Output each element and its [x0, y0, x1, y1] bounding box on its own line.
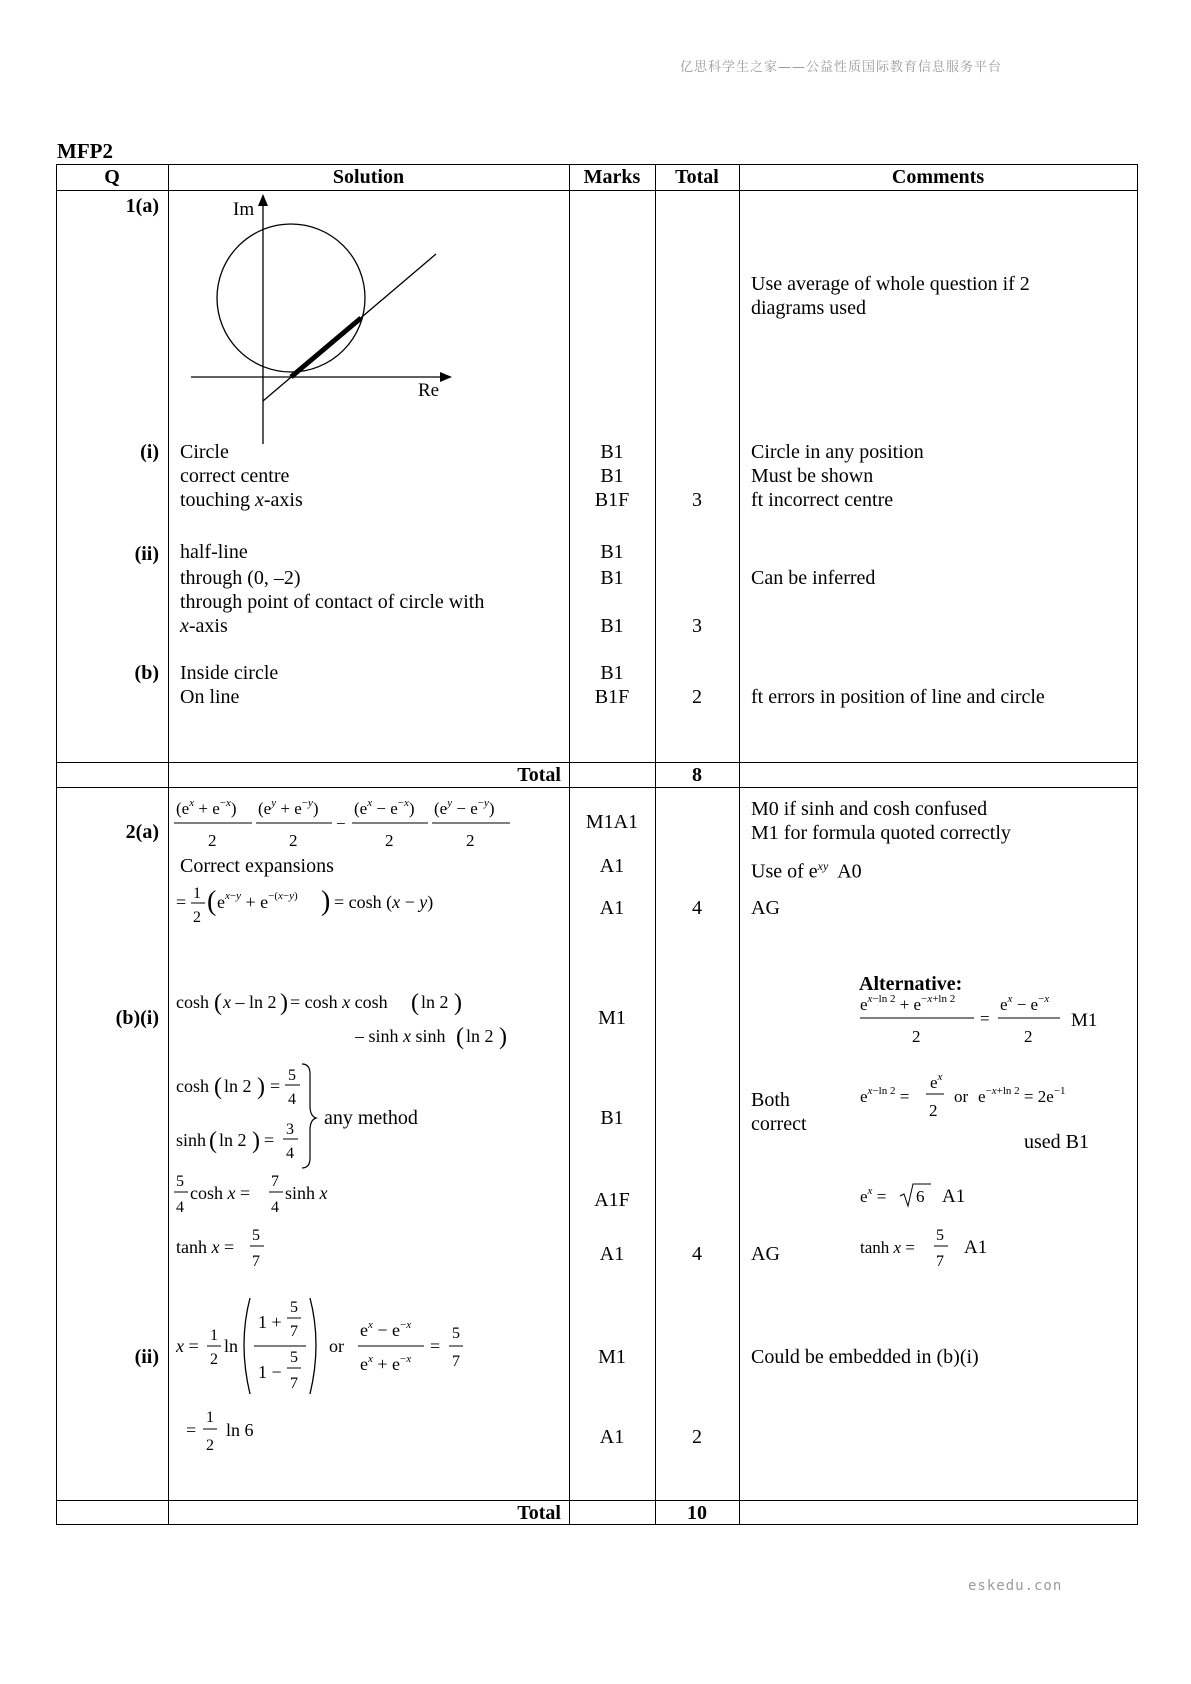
svg-text:5: 5: [936, 1227, 944, 1244]
svg-text:1: 1: [206, 1409, 214, 1426]
svg-text:ex−ln 2 =: $e^{x-ln 2}$ =: [860, 1085, 910, 1106]
svg-text:): ): [280, 990, 288, 1016]
question-number-2a: 2(a): [125, 821, 159, 843]
svg-text:7: 7: [452, 1353, 460, 1370]
mark: B1: [600, 567, 624, 589]
svg-text:7: 7: [252, 1253, 260, 1270]
formula-tanh: [174, 1224, 294, 1274]
comment: Use of $e^{xy}$ A0: [751, 859, 862, 883]
part-total: 2: [692, 686, 702, 708]
svg-text:7: 7: [290, 1323, 298, 1340]
table-rule: [655, 164, 656, 1525]
svg-text:(ey − e−y): $(e^y - e^{-y})$: [434, 797, 495, 818]
svg-text:5: 5: [252, 1227, 260, 1244]
svg-text:e−x+ln 2 = 2e−1: $e^{-x+ln 2} = 2e^{-1}$: [978, 1085, 1066, 1106]
svg-text:4: 4: [176, 1199, 184, 1216]
svg-text:5: 5: [290, 1299, 298, 1316]
svg-text:4: 4: [271, 1199, 279, 1216]
solution-line: correct centre: [180, 465, 290, 487]
alt-mark: A1: [964, 1237, 988, 1258]
svg-text:cosh x =: cosh x =: [190, 1183, 251, 1203]
table-rule: [56, 787, 1137, 788]
formula-2bii-result: [184, 1404, 334, 1460]
table-rule: [1137, 164, 1138, 1525]
svg-text:1: 1: [210, 1327, 218, 1344]
svg-text:x =: x =: [176, 1336, 199, 1356]
formula-2a-result: [174, 874, 474, 934]
locus-circle: [217, 224, 365, 372]
watermark-top: 亿思科学生之家——公益性质国际教育信息服务平台: [680, 60, 1003, 75]
svg-text:=: =: [264, 1130, 275, 1150]
solution-line: On line: [180, 686, 240, 708]
svg-text:ex: $e^x$: [930, 1071, 943, 1092]
svg-text:2: 2: [208, 831, 217, 850]
mark: A1: [599, 1243, 625, 1265]
svg-text:ln: ln: [224, 1336, 239, 1356]
svg-text:ex−ln 2 + e−x+ln 2: $e^{x-ln 2} + e^{-x+ln 2}$: [860, 993, 956, 1014]
mark: B1: [600, 541, 624, 563]
svg-text:(ex + e−x): $(e^x + e^{-x})$: [176, 797, 237, 818]
formula-alt-ex: [856, 1176, 1016, 1216]
alt-mark: M1: [1071, 1010, 1098, 1031]
table-rule: [56, 164, 57, 1525]
svg-text:): ): [454, 990, 462, 1016]
header-q: Q: [104, 166, 120, 188]
svg-text:ln 2: ln 2: [421, 992, 449, 1012]
doc-label: MFP2: [57, 139, 113, 163]
svg-text:tanh x =: tanh x =: [176, 1237, 235, 1257]
comment: Could be embedded in (b)(i): [751, 1346, 979, 1368]
table-rule: [168, 164, 169, 1525]
solution-line: through point of contact of circle with: [180, 591, 485, 613]
svg-text:(: (: [456, 1024, 464, 1050]
re-label: Re: [418, 380, 440, 401]
solution-line: through (0, –2): [180, 567, 301, 589]
im-label: Im: [233, 199, 255, 220]
svg-text:=: =: [980, 1009, 990, 1028]
svg-text:(ex − e−x): $(e^x - e^{-x})$: [354, 797, 415, 818]
svg-text:7: 7: [290, 1375, 298, 1392]
header-solution: Solution: [332, 166, 405, 188]
mark: A1: [599, 1426, 625, 1448]
comment: Can be inferred: [751, 567, 876, 589]
mark: B1F: [594, 686, 630, 708]
svg-text:= cosh x cosh: = cosh x cosh: [290, 992, 388, 1012]
header-marks: Marks: [583, 166, 641, 188]
svg-text:(: (: [209, 1128, 217, 1154]
mark: M1: [598, 1346, 626, 1368]
header-comments: Comments: [891, 166, 985, 188]
svg-text:7: 7: [936, 1253, 944, 1270]
svg-text:2: 2: [193, 909, 201, 926]
svg-text:(: (: [207, 886, 217, 917]
svg-text:sinh: sinh: [176, 1130, 207, 1150]
mark: A1F: [594, 1189, 630, 1211]
alternative-heading: Alternative:: [859, 973, 963, 995]
part-total: 2: [692, 1426, 702, 1448]
svg-text:ex − e−x: $e^x - e^{-x}$: [1000, 993, 1050, 1014]
comment: Both: [751, 1089, 790, 1111]
part-label-1aii: (ii): [134, 543, 159, 565]
formula-cosh-sinh-relation: [174, 1170, 414, 1220]
comment: ft errors in position of line and circle: [751, 686, 1045, 708]
mark: A1: [599, 855, 625, 877]
solution-line: Circle: [180, 441, 229, 463]
svg-text:): ): [321, 886, 331, 917]
total-value-q2: 10: [687, 1502, 707, 1524]
formula-alt-tanh: [856, 1224, 1016, 1274]
svg-text:(: (: [214, 990, 222, 1016]
solution-line: Correct expansions: [180, 855, 334, 877]
comment-diagram-1: Use average of whole question if 2: [751, 273, 1030, 295]
svg-text:tanh x =: tanh x =: [860, 1238, 915, 1257]
svg-text:2: 2: [912, 1027, 921, 1046]
svg-text:3: 3: [286, 1121, 294, 1138]
svg-text:cosh: cosh: [176, 992, 209, 1012]
formula-alternative-exp: [856, 990, 1136, 1050]
svg-text:= cosh (x − y): = cosh (x − y): [334, 892, 434, 912]
svg-text:1: 1: [193, 885, 201, 902]
svg-text:5: 5: [176, 1173, 184, 1190]
svg-text:ex − e−x: $e^x - e^{-x}$: [360, 1319, 412, 1340]
svg-text:ln 6: ln 6: [226, 1420, 254, 1440]
svg-text:=: =: [186, 1420, 197, 1440]
total-value-q1: 8: [692, 764, 702, 786]
formula-2bii: [174, 1290, 554, 1400]
svg-text:2: 2: [466, 831, 475, 850]
arrow-head-icon: [258, 194, 268, 206]
svg-text:ln 2: ln 2: [219, 1130, 247, 1150]
svg-text:=: =: [270, 1076, 281, 1096]
svg-text:(: (: [214, 1074, 222, 1100]
header-total: Total: [675, 166, 719, 188]
solution-line: Inside circle: [180, 662, 279, 684]
mark: B1: [600, 662, 624, 684]
formula-2a-expansion: [172, 792, 572, 852]
formula-alternative-both: [856, 1070, 1126, 1130]
svg-text:2: 2: [210, 1351, 218, 1368]
comment: M1 for formula quoted correctly: [751, 822, 1011, 844]
svg-text:ln 2: ln 2: [224, 1076, 252, 1096]
svg-text:2: 2: [206, 1437, 214, 1454]
part-label-2bi: (b)(i): [115, 1007, 159, 1029]
svg-text:(: (: [411, 990, 419, 1016]
svg-text:1 −: 1 −: [258, 1362, 282, 1382]
part-total: 4: [692, 1243, 702, 1265]
alt-mark: A1: [942, 1186, 966, 1207]
watermark-bottom: eskedu.con: [968, 1578, 1063, 1594]
mark: B1F: [594, 489, 630, 511]
comment: correct: [751, 1113, 807, 1135]
svg-text:5: 5: [290, 1349, 298, 1366]
svg-text:5: 5: [288, 1067, 296, 1084]
svg-text:ex−y + e−(x−y): $e^x-y + e^{-(x-y)}$: [217, 890, 298, 912]
mark: A1: [599, 897, 625, 919]
svg-text:7: 7: [271, 1173, 279, 1190]
mark: B1: [600, 441, 624, 463]
svg-text:sinh x: sinh x: [285, 1183, 328, 1203]
svg-text:ex + e−x: $e^x + e^{-x}$: [360, 1353, 412, 1374]
mark: B1: [600, 1107, 624, 1129]
solution-line: half-line: [180, 541, 248, 563]
svg-text:1 +: 1 +: [258, 1312, 282, 1332]
comment: Must be shown: [751, 465, 874, 487]
mark-scheme-table: [56, 164, 1137, 1525]
svg-text:=: =: [430, 1336, 441, 1356]
alt-or: or: [954, 1087, 969, 1106]
comment: AG: [751, 897, 780, 919]
svg-text:ex =: $e^x$ =: [860, 1185, 887, 1206]
svg-text:4: 4: [286, 1145, 294, 1162]
svg-text:2: 2: [385, 831, 394, 850]
table-rule: [56, 190, 1137, 191]
any-method-note: any method: [324, 1107, 418, 1129]
part-total: 3: [692, 489, 702, 511]
comment: M0 if sinh and cosh confused: [751, 798, 988, 820]
svg-text:): ): [257, 1074, 265, 1100]
svg-text:2: 2: [289, 831, 298, 850]
svg-text:ln 2: ln 2: [466, 1026, 494, 1046]
mark: M1: [598, 1007, 626, 1029]
argand-diagram: [196, 194, 496, 434]
mark: B1: [600, 615, 624, 637]
mark: M1A1: [585, 811, 639, 833]
comment: Circle in any position: [751, 441, 924, 463]
svg-text:): ): [499, 1024, 507, 1050]
comment-diagram-2: diagrams used: [751, 297, 866, 319]
used-b1-note: used B1: [1024, 1131, 1089, 1153]
part-total: 3: [692, 615, 702, 637]
svg-text:=: =: [176, 892, 187, 912]
solution-line: touching x-axis: [180, 489, 303, 511]
total-label-q1: Total: [517, 764, 561, 786]
svg-text:x – ln 2: x – ln 2: [223, 992, 277, 1012]
part-label-1ai: (i): [140, 441, 159, 463]
svg-text:6: 6: [916, 1187, 925, 1206]
svg-text:(ey + e−y): $(e^y + e^{-y})$: [258, 797, 319, 818]
svg-text:– sinh x sinh: – sinh x sinh: [355, 1026, 446, 1046]
locus-segment: [291, 318, 361, 377]
table-rule: [739, 164, 740, 1525]
svg-text:2: 2: [929, 1101, 938, 1120]
svg-text:5: 5: [452, 1325, 460, 1342]
question-number-1a: 1(a): [125, 195, 159, 217]
comment: AG: [751, 1243, 780, 1265]
svg-text:4: 4: [288, 1091, 296, 1108]
svg-text:): ): [252, 1128, 260, 1154]
or-text: or: [329, 1336, 344, 1356]
svg-text:−: −: [336, 814, 346, 833]
mark: B1: [600, 465, 624, 487]
svg-text:cosh: cosh: [176, 1076, 209, 1096]
total-label-q2: Total: [517, 1502, 561, 1524]
svg-text:2: 2: [1024, 1027, 1033, 1046]
solution-line: x-axis: [180, 615, 228, 637]
arrow-head-icon: [440, 372, 452, 382]
part-label-1b: (b): [134, 662, 159, 684]
formula-2bi-expand: [174, 986, 554, 1056]
part-label-2bii: (ii): [134, 1346, 159, 1368]
comment: ft incorrect centre: [751, 489, 894, 511]
part-total: 4: [692, 897, 702, 919]
